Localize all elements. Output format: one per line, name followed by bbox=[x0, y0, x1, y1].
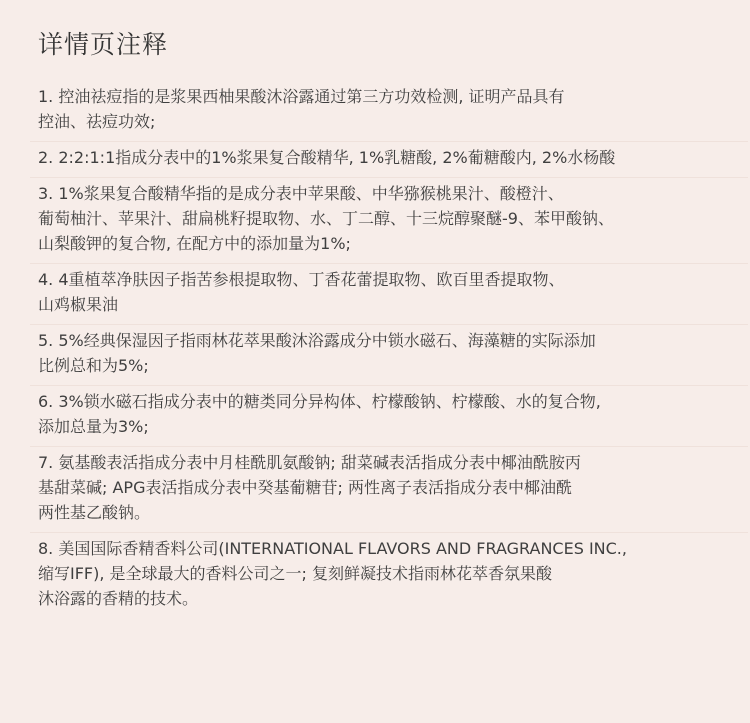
note-item-7: 7. 氨基酸表活指成分表中月桂酰肌氨酸钠; 甜菜碱表活指成分表中椰油酰胺丙 基甜菜碱; APG表活指成分表中癸基葡糖苷; 两性离子表活指成分表中椰油酰 两性基乙酸钠。 bbox=[38, 448, 718, 530]
note-item-8: 8. 美国国际香精香料公司(INTERNATIONAL FLAVORS AND FRAGRANCES INC., 缩写IFF), 是全球最大的香料公司之一; 复刻鲜凝技术指雨林花萃香氛果酸 沐浴露的香精的技术。 bbox=[38, 539, 627, 608]
note-item-2: 2. 2:2:1:1指成分表中的1%浆果复合酸精华, 1%乳糖酸, 2%葡糖酸内, 2%水杨酸 bbox=[38, 143, 718, 175]
note-item-6: 6. 3%锁水磁石指成分表中的糖类同分异构体、柠檬酸钠、柠檬酸、水的复合物, 添加总量为3%; bbox=[38, 387, 718, 444]
note-item-5: 5. 5%经典保湿因子指雨林花萃果酸沐浴露成分中锁水磁石、海藻糖的实际添加 比例总和为5%; bbox=[38, 326, 718, 383]
note-item-3: 3. 1%浆果复合酸精华指的是成分表中苹果酸、中华猕猴桃果汁、酸橙汁、 葡萄柚汁、苹果汁、甜扁桃籽提取物、水、丁二醇、十三烷醇聚醚-9、苯甲酸钠、 山梨酸钾的复合物, 在配方中的添加量为1%; bbox=[38, 179, 718, 261]
notes-list bbox=[38, 82, 718, 616]
note-item-4: 4. 4重植萃净肤因子指苦参根提取物、丁香花蕾提取物、欧百里香提取物、 山鸡椒果油 bbox=[38, 265, 718, 322]
note-item-1: 1. 控油祛痘指的是浆果西柚果酸沐浴露通过第三方功效检测, 证明产品具有 控油、祛痘功效; bbox=[38, 82, 718, 139]
page-title: 详情页注释 bbox=[38, 30, 169, 59]
